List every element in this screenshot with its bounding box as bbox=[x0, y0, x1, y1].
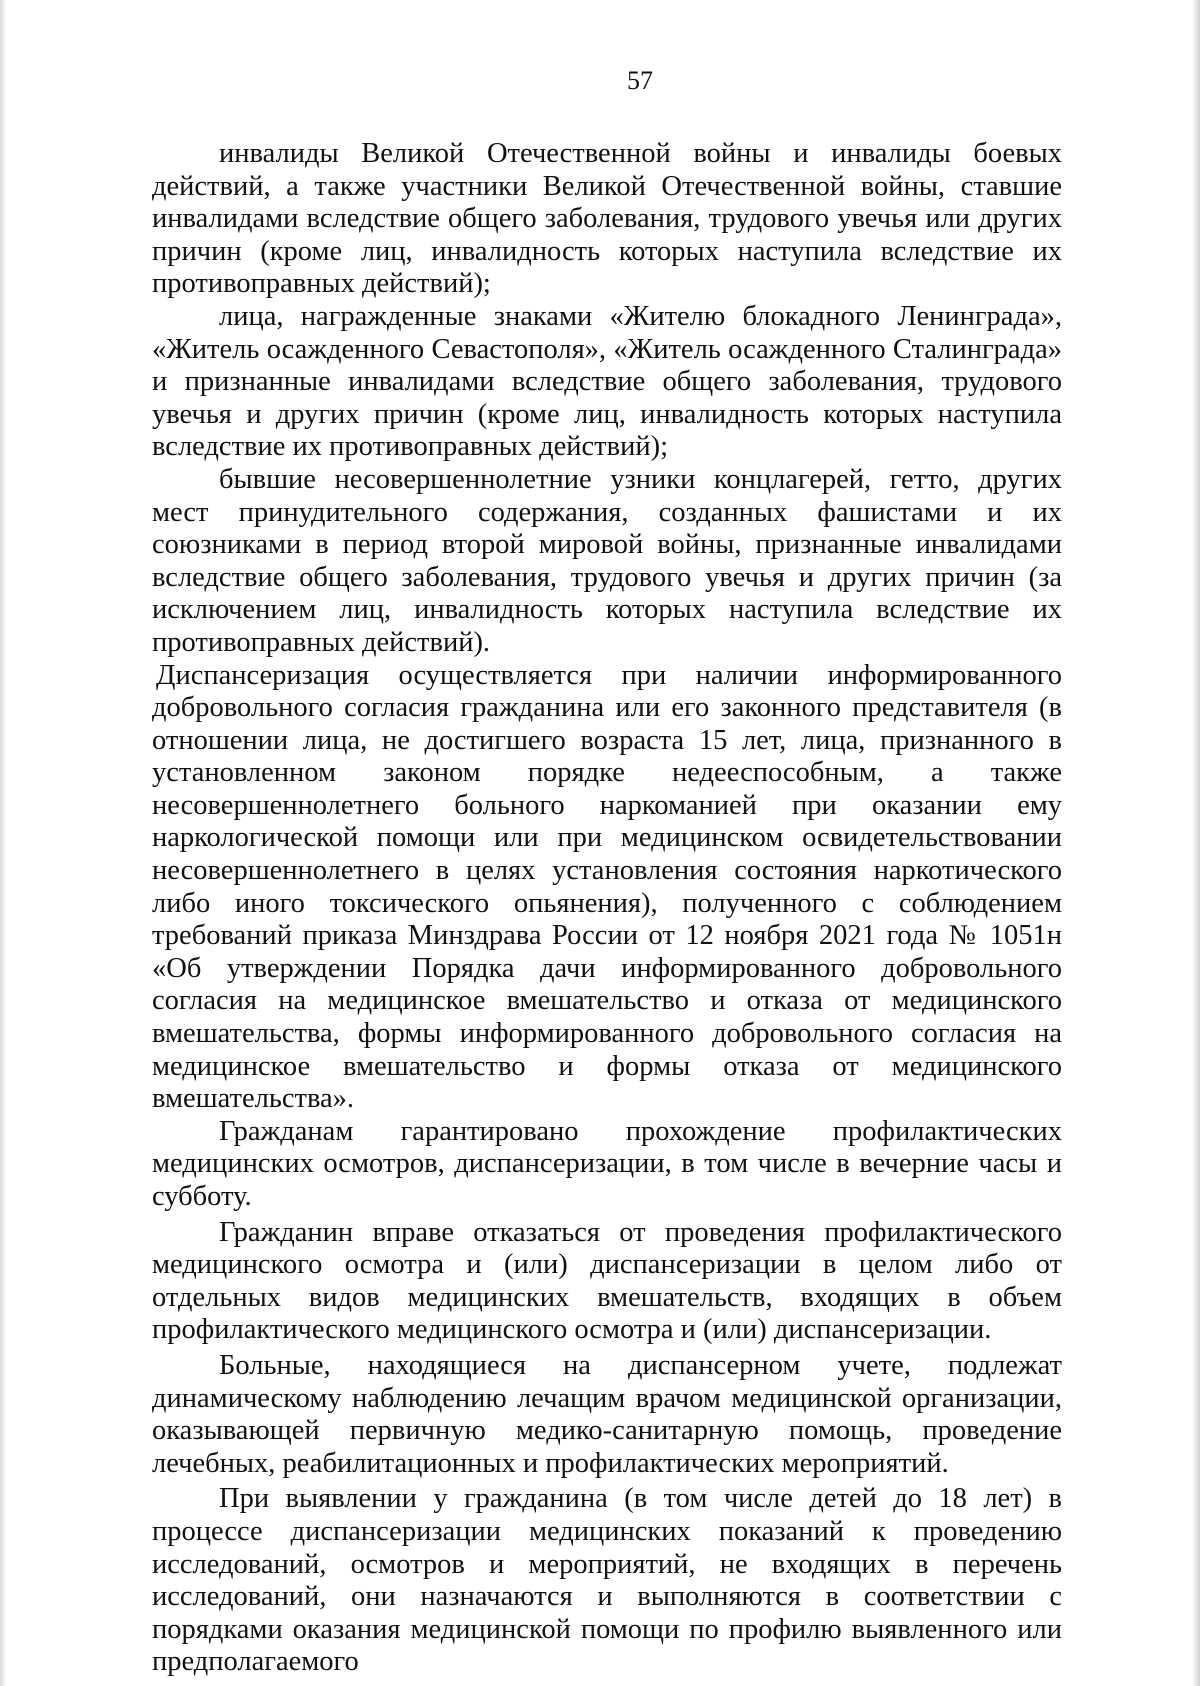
document-body bbox=[152, 138, 1062, 1679]
paragraph: бывшие несовершеннолетние узники концлагерей, гетто, других мест принудительного содержания, созданных фашистами и их союзниками в период второй мировой войны, признанные инвалидами вследствие общего заболевания, трудового увечья и других причин (за исключением лиц, инвалидность которых наступила вследствие их противоправных действий). bbox=[152, 463, 1062, 658]
paragraph: Больные, находящиеся на диспансерном учете, подлежат динамическому наблюдению лечащим врачом медицинской организации, оказывающей первичную медико-санитарную помощь, проведение лечебных, реабилитационных и профилактических мероприятий. bbox=[152, 1349, 1062, 1479]
paragraph: Гражданам гарантировано прохождение профилактических медицинских осмотров, диспансеризации, в том числе в вечерние часы и субботу. bbox=[152, 1115, 1062, 1212]
page-number: 57 bbox=[627, 66, 653, 95]
paragraph: При выявлении у гражданина (в том числе детей до 18 лет) в процессе диспансеризации медицинских показаний к проведению исследований, осмотров и мероприятий, не входящих в перечень исследований, они назначаются и выполняются в соответствии с порядками оказания медицинской помощи по профилю выявленного или предполагаемого bbox=[152, 1483, 1062, 1678]
paragraph: Диспансеризация осуществляется при наличии информированного добровольного согласия гражданина или его законного представителя (в отношении лица, не достигшего возраста 15 лет, лица, признанного в установленном законом порядке недееспособным, а также несовершеннолетнего больного наркоманией при оказании ему наркологической помощи или при медицинском освидетельствовании несовершеннолетнего в целях установления состояния наркотического либо иного токсического опьянения), полученного с соблюдением требований приказа Минздрава России от 12 ноября 2021 года № 1051н «Об утверждении Порядка дачи информированного добровольного согласия на медицинское вмешательство и отказа от медицинского вмешательства, формы информированного добровольного согласия на медицинское вмешательство и формы отказа от медицинского вмешательства». bbox=[152, 659, 1062, 1115]
scan-edge-right bbox=[1192, 0, 1200, 1686]
paragraph: инвалиды Великой Отечественной войны и инвалиды боевых действий, а также участники Великой Отечественной войны, ставшие инвалидами вследствие общего заболевания, трудового увечья или других причин (кроме лиц, инвалидность которых наступила вследствие их противоправных действий); bbox=[152, 138, 1062, 300]
scan-edge-left bbox=[0, 0, 6, 1686]
paragraph: Гражданин вправе отказаться от проведения профилактического медицинского осмотра и (или) диспансеризации в целом либо от отдельных видов медицинских вмешательств, входящих в объем профилактического медицинского осмотра и (или) диспансеризации. bbox=[152, 1216, 1062, 1346]
paragraph: лица, награжденные знаками «Жителю блокадного Ленинграда», «Житель осажденного Севастополя», «Житель осажденного Сталинграда» и признанные инвалидами вследствие общего заболевания, трудового увечья и других причин (кроме лиц, инвалидность которых наступила вследствие их противоправных действий); bbox=[152, 300, 1062, 463]
